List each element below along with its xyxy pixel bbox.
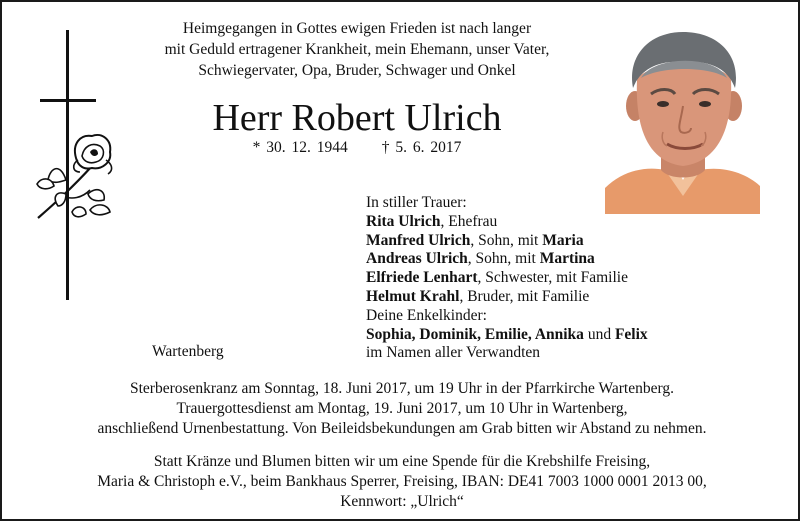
- birth-date: * 30. 12. 1944: [252, 139, 348, 156]
- life-dates: [152, 139, 562, 157]
- grandchildren-heading: Deine Enkelkinder:: [366, 306, 487, 324]
- mourner-relation: , Bruder, mit Familie: [459, 287, 590, 305]
- mourner-name: Andreas Ulrich: [366, 250, 468, 268]
- mourner-name: Helmut Krahl: [366, 287, 460, 305]
- service-line: Trauergottesdienst am Montag, 19. Juni 2017, um 10 Uhr in Wartenberg,: [176, 400, 628, 417]
- grandchildren-last: Felix: [614, 325, 648, 343]
- mourner-partner: Maria: [542, 231, 584, 249]
- grandchildren-joiner: und: [583, 325, 615, 343]
- mourner-row: [366, 269, 786, 288]
- cross-with-rose-icon: [32, 30, 122, 302]
- death-date: † 5. 6. 2017: [381, 139, 462, 156]
- donation-request: [14, 452, 790, 512]
- donation-line: Maria & Christoph e.V., beim Bankhaus Sperrer, Freising, IBAN: DE41 7003 1000 0001 2013 00,: [97, 473, 707, 490]
- mourner-relation: , Schwester, mit Familie: [477, 269, 628, 287]
- intro-line: mit Geduld ertragener Krankheit, mein Ehemann, unser Vater,: [164, 41, 550, 58]
- service-details: [14, 379, 790, 439]
- grandchildren-names: Sophia, Dominik, Emilie, Annika: [366, 325, 584, 343]
- mourner-relation: , Sohn, mit: [467, 250, 540, 268]
- mourner-row: [366, 232, 786, 251]
- service-line: Sterberosenkranz am Sonntag, 18. Juni 2017, um 19 Uhr in der Pfarrkirche Wartenberg.: [130, 380, 674, 397]
- mourners-heading: In stiller Trauer:: [366, 194, 467, 211]
- mourner-row: [366, 213, 786, 232]
- mourner-relation: , Sohn, mit: [470, 231, 543, 249]
- deceased-name: Herr Robert Ulrich: [212, 97, 502, 139]
- intro-text: [112, 18, 602, 81]
- mourner-row: [366, 250, 786, 269]
- donation-line: Kennwort: „Ulrich“: [340, 493, 464, 510]
- mourner-name: Elfriede Lenhart: [366, 269, 478, 287]
- intro-line: Heimgegangen in Gottes ewigen Frieden ist nach langer: [182, 20, 532, 37]
- mourner-row: [366, 288, 786, 307]
- intro-line: Schwiegervater, Opa, Bruder, Schwager und Onkel: [198, 62, 516, 79]
- place-name: Wartenberg: [152, 343, 224, 360]
- mourner-name: Manfred Ulrich: [366, 231, 471, 249]
- donation-line: Statt Kränze und Blumen bitten wir um eine Spende für die Krebshilfe Freising,: [153, 453, 651, 470]
- portrait-photo: [605, 20, 760, 214]
- mourners-closing: im Namen aller Verwandten: [366, 344, 541, 362]
- mourner-name: Rita Ulrich: [366, 212, 441, 230]
- mourners-list: [366, 194, 786, 363]
- mourner-relation: , Ehefrau: [440, 212, 498, 230]
- service-line: anschließend Urnenbestattung. Von Beileidsbekundungen am Grab bitten wir Abstand zu nehmen.: [97, 420, 707, 437]
- grandchildren-row: [366, 326, 786, 345]
- mourner-partner: Martina: [539, 250, 595, 268]
